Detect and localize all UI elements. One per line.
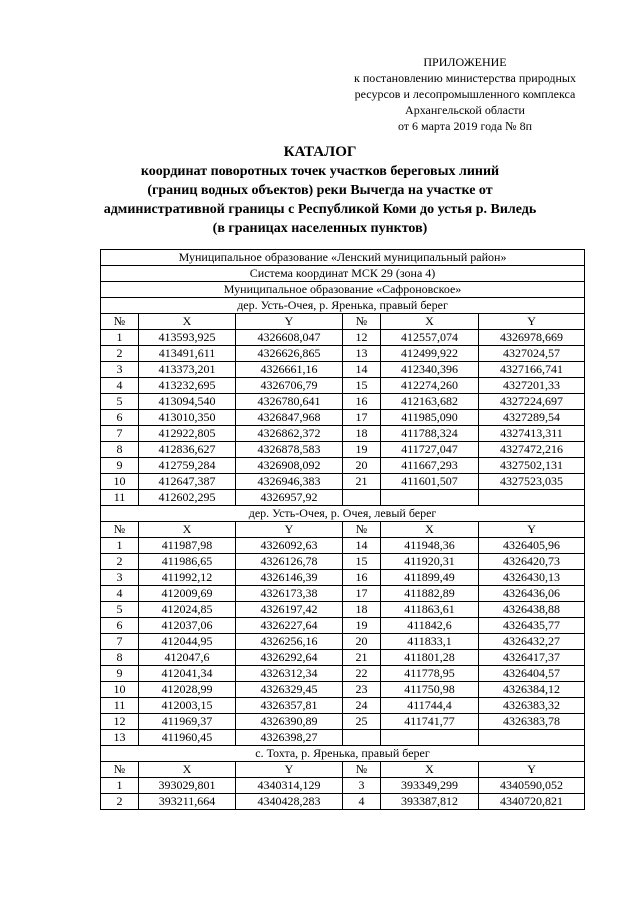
y-coordinate: 4327413,311 xyxy=(479,426,585,442)
column-header-x: X xyxy=(381,762,479,778)
point-number: 4 xyxy=(101,586,139,602)
point-number: 4 xyxy=(101,378,139,394)
point-number: 10 xyxy=(101,682,139,698)
x-coordinate: 411948,36 xyxy=(381,538,479,554)
y-coordinate: 4326312,34 xyxy=(236,666,343,682)
table-row xyxy=(101,634,585,650)
x-coordinate: 412759,284 xyxy=(139,458,236,474)
x-coordinate: 393349,299 xyxy=(381,778,479,794)
title-line: (границ водных объектов) реки Вычегда на участке от xyxy=(147,183,493,198)
table-header-row xyxy=(101,266,585,282)
point-number: 11 xyxy=(101,698,139,714)
table-row xyxy=(101,554,585,570)
point-number: 15 xyxy=(343,554,381,570)
empty-cell xyxy=(381,730,479,746)
x-coordinate: 412274,260 xyxy=(381,378,479,394)
y-coordinate: 4326946,383 xyxy=(236,474,343,490)
table-row xyxy=(101,474,585,490)
point-number: 19 xyxy=(343,618,381,634)
y-coordinate: 4326957,92 xyxy=(236,490,343,506)
y-coordinate: 4326398,27 xyxy=(236,730,343,746)
y-coordinate: 4326661,16 xyxy=(236,362,343,378)
table-row xyxy=(101,602,585,618)
y-coordinate: 4326706,79 xyxy=(236,378,343,394)
x-coordinate: 413593,925 xyxy=(139,330,236,346)
point-number: 9 xyxy=(101,666,139,682)
point-number: 13 xyxy=(343,346,381,362)
y-coordinate: 4326126,78 xyxy=(236,554,343,570)
point-number: 12 xyxy=(343,330,381,346)
point-number: 18 xyxy=(343,426,381,442)
section-title-row xyxy=(101,746,585,762)
column-header-num: № xyxy=(101,314,139,330)
x-coordinate: 411920,31 xyxy=(381,554,479,570)
point-number: 6 xyxy=(101,410,139,426)
table-row xyxy=(101,346,585,362)
x-coordinate: 412024,85 xyxy=(139,602,236,618)
y-coordinate: 4326908,092 xyxy=(236,458,343,474)
x-coordinate: 412922,805 xyxy=(139,426,236,442)
point-number: 12 xyxy=(101,714,139,730)
column-header-x: X xyxy=(139,762,236,778)
x-coordinate: 411987,98 xyxy=(139,538,236,554)
table-header-row xyxy=(101,282,585,298)
x-coordinate: 411744,4 xyxy=(381,698,479,714)
column-header-num: № xyxy=(101,762,139,778)
table-row xyxy=(101,442,585,458)
point-number: 1 xyxy=(101,778,139,794)
x-coordinate: 413094,540 xyxy=(139,394,236,410)
point-number: 21 xyxy=(343,650,381,666)
x-coordinate: 411985,090 xyxy=(381,410,479,426)
table-row xyxy=(101,650,585,666)
point-number: 24 xyxy=(343,698,381,714)
point-number: 23 xyxy=(343,682,381,698)
y-coordinate: 4326405,96 xyxy=(479,538,585,554)
point-number: 21 xyxy=(343,474,381,490)
point-number: 4 xyxy=(343,794,381,810)
table-row xyxy=(101,778,585,794)
point-number: 3 xyxy=(343,778,381,794)
column-header-row xyxy=(101,522,585,538)
x-coordinate: 413232,695 xyxy=(139,378,236,394)
y-coordinate: 4326432,27 xyxy=(479,634,585,650)
column-header-y: Y xyxy=(479,762,585,778)
column-header-y: Y xyxy=(236,314,343,330)
y-coordinate: 4326357,81 xyxy=(236,698,343,714)
point-number: 2 xyxy=(101,794,139,810)
table-header-municipality: Муниципальное образование «Сафроновское» xyxy=(101,282,585,298)
y-coordinate: 4326435,77 xyxy=(479,618,585,634)
column-header-num: № xyxy=(343,522,381,538)
x-coordinate: 413373,201 xyxy=(139,362,236,378)
x-coordinate: 413010,350 xyxy=(139,410,236,426)
section-title-row xyxy=(101,298,585,314)
x-coordinate: 411801,28 xyxy=(381,650,479,666)
point-number: 14 xyxy=(343,538,381,554)
point-number: 17 xyxy=(343,410,381,426)
x-coordinate: 412044,95 xyxy=(139,634,236,650)
table-row xyxy=(101,426,585,442)
y-coordinate: 4326436,06 xyxy=(479,586,585,602)
table-row xyxy=(101,378,585,394)
point-number: 15 xyxy=(343,378,381,394)
y-coordinate: 4326384,12 xyxy=(479,682,585,698)
table-row xyxy=(101,714,585,730)
table-row xyxy=(101,698,585,714)
column-header-x: X xyxy=(381,314,479,330)
x-coordinate: 393029,801 xyxy=(139,778,236,794)
x-coordinate: 411833,1 xyxy=(381,634,479,650)
y-coordinate: 4327289,54 xyxy=(479,410,585,426)
point-number: 25 xyxy=(343,714,381,730)
y-coordinate: 4326430,13 xyxy=(479,570,585,586)
x-coordinate: 393211,664 xyxy=(139,794,236,810)
x-coordinate: 412003,15 xyxy=(139,698,236,714)
y-coordinate: 4340428,283 xyxy=(236,794,343,810)
point-number: 2 xyxy=(101,554,139,570)
point-number: 5 xyxy=(101,394,139,410)
x-coordinate: 411741,77 xyxy=(381,714,479,730)
column-header-x: X xyxy=(139,522,236,538)
point-number: 11 xyxy=(101,490,139,506)
y-coordinate: 4326092,63 xyxy=(236,538,343,554)
y-coordinate: 4326256,16 xyxy=(236,634,343,650)
x-coordinate: 411778,95 xyxy=(381,666,479,682)
y-coordinate: 4326438,88 xyxy=(479,602,585,618)
document-title xyxy=(0,143,640,238)
point-number: 10 xyxy=(101,474,139,490)
point-number: 1 xyxy=(101,538,139,554)
x-coordinate: 411986,65 xyxy=(139,554,236,570)
y-coordinate: 4340314,129 xyxy=(236,778,343,794)
title-line: координат поворотных точек участков береговых линий xyxy=(140,164,500,179)
y-coordinate: 4326173,38 xyxy=(236,586,343,602)
x-coordinate: 412340,396 xyxy=(381,362,479,378)
x-coordinate: 412028,99 xyxy=(139,682,236,698)
table-row xyxy=(101,730,585,746)
point-number: 17 xyxy=(343,586,381,602)
x-coordinate: 393387,812 xyxy=(381,794,479,810)
column-header-row xyxy=(101,314,585,330)
x-coordinate: 411992,12 xyxy=(139,570,236,586)
y-coordinate: 4340590,052 xyxy=(479,778,585,794)
empty-cell xyxy=(343,490,381,506)
point-number: 7 xyxy=(101,634,139,650)
empty-cell xyxy=(479,730,585,746)
appendix-line: к постановлению министерства природных xyxy=(354,71,576,85)
y-coordinate: 4326383,78 xyxy=(479,714,585,730)
point-number: 5 xyxy=(101,602,139,618)
table-row xyxy=(101,666,585,682)
table-row xyxy=(101,538,585,554)
y-coordinate: 4327201,33 xyxy=(479,378,585,394)
column-header-num: № xyxy=(101,522,139,538)
point-number: 3 xyxy=(101,570,139,586)
y-coordinate: 4326404,57 xyxy=(479,666,585,682)
x-coordinate: 411960,45 xyxy=(139,730,236,746)
column-header-y: Y xyxy=(236,522,343,538)
point-number: 18 xyxy=(343,602,381,618)
section-title: дер. Усть-Очея, р. Очея, левый берег xyxy=(101,506,585,522)
point-number: 9 xyxy=(101,458,139,474)
empty-cell xyxy=(343,730,381,746)
y-coordinate: 4326608,047 xyxy=(236,330,343,346)
column-header-y: Y xyxy=(236,762,343,778)
appendix-date: от 6 марта 2019 года № 8п xyxy=(397,119,533,133)
section-title: с. Тохта, р. Яренька, правый берег xyxy=(101,746,585,762)
x-coordinate: 411727,047 xyxy=(381,442,479,458)
column-header-y: Y xyxy=(479,522,585,538)
point-number: 22 xyxy=(343,666,381,682)
point-number: 3 xyxy=(101,362,139,378)
y-coordinate: 4326146,39 xyxy=(236,570,343,586)
column-header-row xyxy=(101,762,585,778)
appendix-block xyxy=(300,54,630,134)
x-coordinate: 412047,6 xyxy=(139,650,236,666)
x-coordinate: 412499,922 xyxy=(381,346,479,362)
table-header-row xyxy=(101,250,585,266)
x-coordinate: 413491,611 xyxy=(139,346,236,362)
y-coordinate: 4327472,216 xyxy=(479,442,585,458)
y-coordinate: 4327166,741 xyxy=(479,362,585,378)
y-coordinate: 4326878,583 xyxy=(236,442,343,458)
table-row xyxy=(101,362,585,378)
x-coordinate: 412602,295 xyxy=(139,490,236,506)
y-coordinate: 4326417,37 xyxy=(479,650,585,666)
table-row xyxy=(101,682,585,698)
table-header-coord-system: Система координат МСК 29 (зона 4) xyxy=(101,266,585,282)
table-row xyxy=(101,570,585,586)
x-coordinate: 411969,37 xyxy=(139,714,236,730)
point-number: 6 xyxy=(101,618,139,634)
point-number: 16 xyxy=(343,570,381,586)
point-number: 13 xyxy=(101,730,139,746)
appendix-title: ПРИЛОЖЕНИЕ xyxy=(423,55,507,69)
table-row xyxy=(101,394,585,410)
table-row xyxy=(101,330,585,346)
table-row xyxy=(101,586,585,602)
title-line: (в границах населенных пунктов) xyxy=(212,221,428,236)
x-coordinate: 411882,89 xyxy=(381,586,479,602)
y-coordinate: 4326862,372 xyxy=(236,426,343,442)
y-coordinate: 4326329,45 xyxy=(236,682,343,698)
y-coordinate: 4326383,32 xyxy=(479,698,585,714)
appendix-line: ресурсов и лесопромышленного комплекса xyxy=(354,87,576,101)
y-coordinate: 4340720,821 xyxy=(479,794,585,810)
column-header-x: X xyxy=(139,314,236,330)
x-coordinate: 411667,293 xyxy=(381,458,479,474)
coordinates-table xyxy=(100,249,585,810)
x-coordinate: 412041,34 xyxy=(139,666,236,682)
table-row xyxy=(101,794,585,810)
point-number: 20 xyxy=(343,458,381,474)
y-coordinate: 4326978,669 xyxy=(479,330,585,346)
point-number: 2 xyxy=(101,346,139,362)
x-coordinate: 412647,387 xyxy=(139,474,236,490)
x-coordinate: 412836,627 xyxy=(139,442,236,458)
title-heading: КАТАЛОГ xyxy=(283,144,357,160)
y-coordinate: 4326780,641 xyxy=(236,394,343,410)
y-coordinate: 4327502,131 xyxy=(479,458,585,474)
y-coordinate: 4327024,57 xyxy=(479,346,585,362)
x-coordinate: 411842,6 xyxy=(381,618,479,634)
y-coordinate: 4326847,968 xyxy=(236,410,343,426)
column-header-y: Y xyxy=(479,314,585,330)
x-coordinate: 411788,324 xyxy=(381,426,479,442)
table-row xyxy=(101,490,585,506)
y-coordinate: 4326420,73 xyxy=(479,554,585,570)
y-coordinate: 4327224,697 xyxy=(479,394,585,410)
column-header-num: № xyxy=(343,762,381,778)
point-number: 8 xyxy=(101,442,139,458)
x-coordinate: 412009,69 xyxy=(139,586,236,602)
y-coordinate: 4326197,42 xyxy=(236,602,343,618)
column-header-num: № xyxy=(343,314,381,330)
table-row xyxy=(101,618,585,634)
point-number: 20 xyxy=(343,634,381,650)
point-number: 1 xyxy=(101,330,139,346)
x-coordinate: 412163,682 xyxy=(381,394,479,410)
x-coordinate: 411899,49 xyxy=(381,570,479,586)
appendix-line: Архангельской области xyxy=(405,103,525,117)
point-number: 16 xyxy=(343,394,381,410)
section-title-row xyxy=(101,506,585,522)
x-coordinate: 411863,61 xyxy=(381,602,479,618)
y-coordinate: 4327523,035 xyxy=(479,474,585,490)
section-title: дер. Усть-Очея, р. Яренька, правый берег xyxy=(101,298,585,314)
x-coordinate: 411601,507 xyxy=(381,474,479,490)
table-row xyxy=(101,410,585,426)
x-coordinate: 412037,06 xyxy=(139,618,236,634)
point-number: 14 xyxy=(343,362,381,378)
table-header-district: Муниципальное образование «Ленский муниципальный район» xyxy=(101,250,585,266)
title-line: административной границы с Республикой Коми до устья р. Виледь xyxy=(103,202,537,217)
column-header-x: X xyxy=(381,522,479,538)
empty-cell xyxy=(479,490,585,506)
x-coordinate: 412557,074 xyxy=(381,330,479,346)
y-coordinate: 4326292,64 xyxy=(236,650,343,666)
point-number: 8 xyxy=(101,650,139,666)
y-coordinate: 4326390,89 xyxy=(236,714,343,730)
y-coordinate: 4326626,865 xyxy=(236,346,343,362)
table-row xyxy=(101,458,585,474)
empty-cell xyxy=(381,490,479,506)
y-coordinate: 4326227,64 xyxy=(236,618,343,634)
point-number: 7 xyxy=(101,426,139,442)
x-coordinate: 411750,98 xyxy=(381,682,479,698)
point-number: 19 xyxy=(343,442,381,458)
